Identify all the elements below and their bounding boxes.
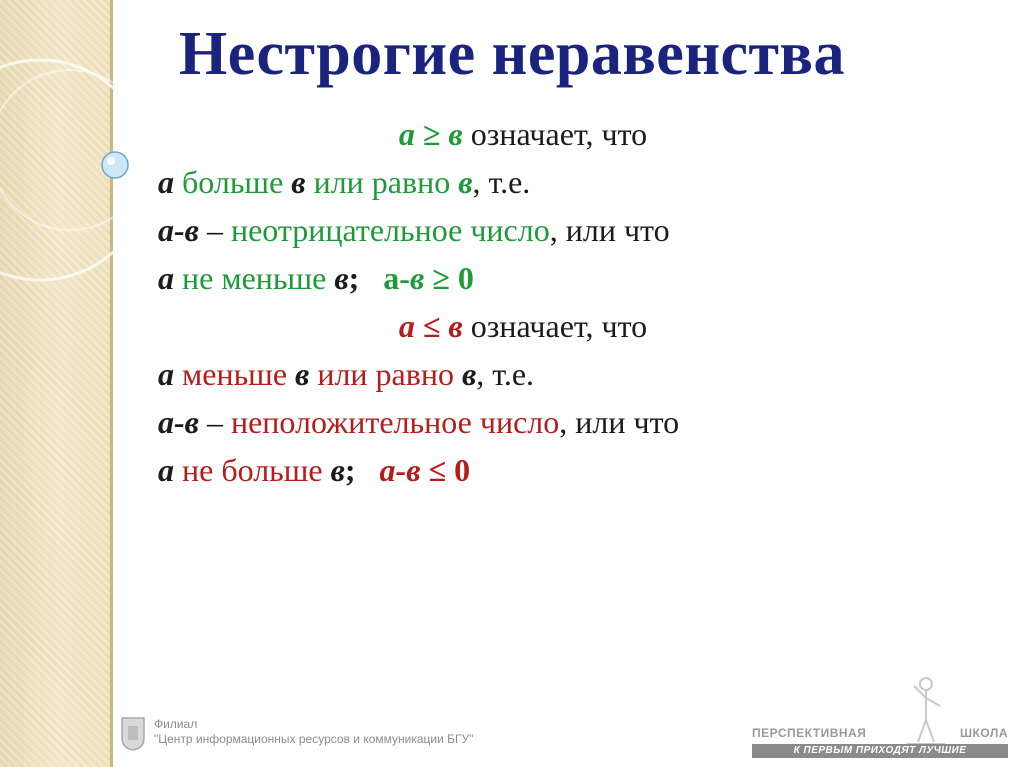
slide-content bbox=[158, 110, 978, 494]
line-more-or-equal: а больше в или равно в, т.е. bbox=[158, 164, 531, 200]
line-nonnegative: а-в – неотрицательное число, или что bbox=[158, 212, 670, 248]
line-less-or-equal: а меньше в или равно в, т.е. bbox=[158, 356, 535, 392]
slide-title: Нестрогие неравенства bbox=[178, 20, 845, 88]
definition-le: а ≤ в означает, что bbox=[398, 308, 648, 344]
statue-icon bbox=[900, 672, 952, 752]
line-not-more: а не больше в; а-в ≤ 0 bbox=[158, 452, 471, 488]
footer-organization bbox=[154, 717, 614, 747]
brand-slogan: К ПЕРВЫМ ПРИХОДЯТ ЛУЧШИЕ bbox=[752, 744, 1008, 758]
footer-org-line2: "Центр информационных ресурсов и коммуникации БГУ" bbox=[154, 732, 474, 746]
brand-logo bbox=[752, 672, 1014, 762]
definition-ge: а ≥ в означает, что bbox=[398, 116, 648, 152]
line-nonpositive: а-в – неположительное число, или что bbox=[158, 404, 680, 440]
bsu-logo-icon bbox=[118, 712, 148, 752]
line-not-less: а не меньше в; а-в ≥ 0 bbox=[158, 260, 474, 296]
decorative-side-band bbox=[0, 0, 113, 767]
brand-left-text: ПЕРСПЕКТИВНАЯ bbox=[752, 726, 867, 740]
footer-org-line1: Филиал bbox=[154, 717, 198, 731]
brand-right-text: ШКОЛА bbox=[959, 726, 1008, 740]
